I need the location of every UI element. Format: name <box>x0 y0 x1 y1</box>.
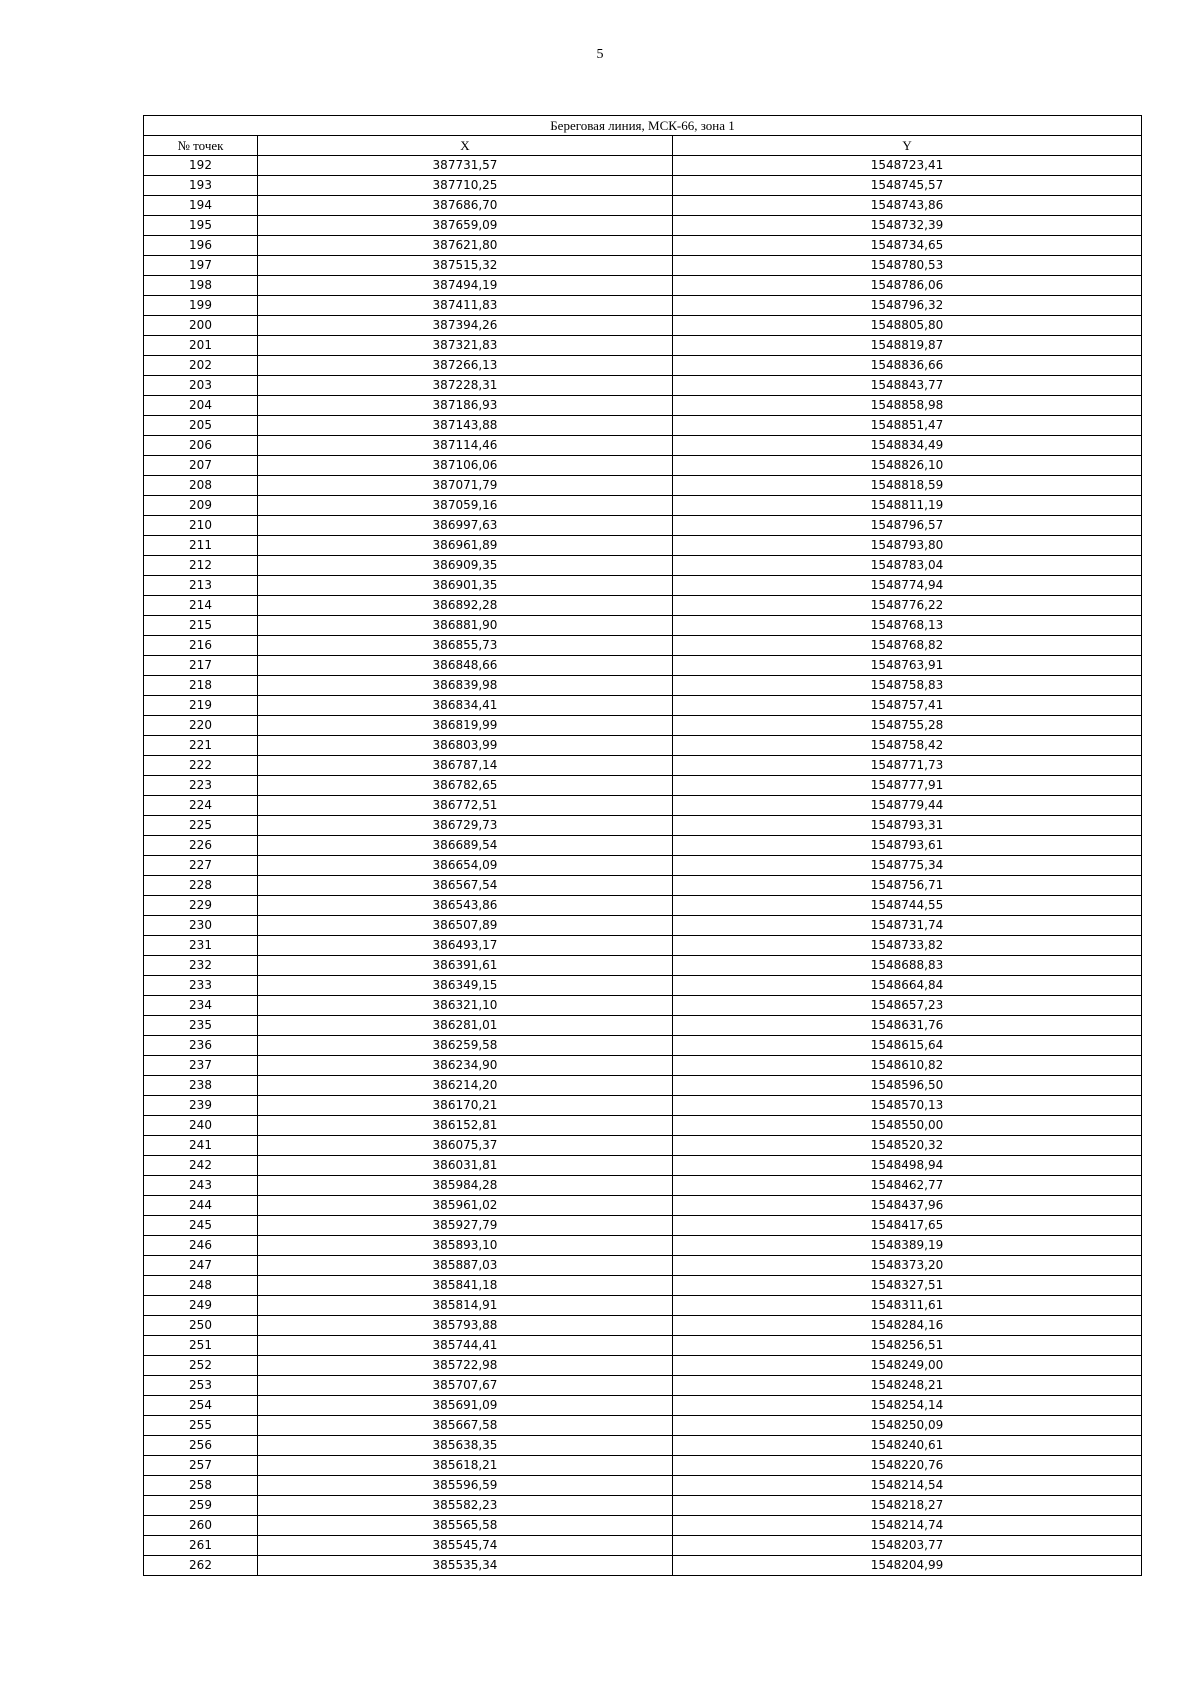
point-number-cell: 214 <box>144 596 258 616</box>
point-number-cell: 211 <box>144 536 258 556</box>
x-coordinate-cell: 387411,83 <box>258 296 673 316</box>
y-coordinate-cell: 1548745,57 <box>673 176 1142 196</box>
x-coordinate-cell: 385984,28 <box>258 1176 673 1196</box>
x-coordinate-cell: 387106,06 <box>258 456 673 476</box>
x-coordinate-cell: 386543,86 <box>258 896 673 916</box>
y-coordinate-cell: 1548768,13 <box>673 616 1142 636</box>
x-coordinate-cell: 387071,79 <box>258 476 673 496</box>
x-coordinate-cell: 387186,93 <box>258 396 673 416</box>
y-coordinate-cell: 1548851,47 <box>673 416 1142 436</box>
x-coordinate-cell: 386997,63 <box>258 516 673 536</box>
table-row <box>144 956 1142 976</box>
y-coordinate-cell: 1548596,50 <box>673 1076 1142 1096</box>
point-number-cell: 253 <box>144 1376 258 1396</box>
y-coordinate-cell: 1548756,71 <box>673 876 1142 896</box>
y-coordinate-cell: 1548793,31 <box>673 816 1142 836</box>
x-coordinate-cell: 385545,74 <box>258 1536 673 1556</box>
x-coordinate-cell: 386772,51 <box>258 796 673 816</box>
x-coordinate-cell: 386834,41 <box>258 696 673 716</box>
y-coordinate-cell: 1548204,99 <box>673 1556 1142 1576</box>
y-coordinate-cell: 1548796,57 <box>673 516 1142 536</box>
table-row <box>144 1356 1142 1376</box>
x-coordinate-cell: 386689,54 <box>258 836 673 856</box>
column-header-y: Y <box>673 136 1142 156</box>
y-coordinate-cell: 1548783,04 <box>673 556 1142 576</box>
x-coordinate-cell: 386391,61 <box>258 956 673 976</box>
y-coordinate-cell: 1548284,16 <box>673 1316 1142 1336</box>
x-coordinate-cell: 385596,59 <box>258 1476 673 1496</box>
point-number-cell: 232 <box>144 956 258 976</box>
point-number-cell: 247 <box>144 1256 258 1276</box>
point-number-cell: 256 <box>144 1436 258 1456</box>
y-coordinate-cell: 1548311,61 <box>673 1296 1142 1316</box>
point-number-cell: 259 <box>144 1496 258 1516</box>
point-number-cell: 198 <box>144 276 258 296</box>
table-row <box>144 476 1142 496</box>
table-row <box>144 1156 1142 1176</box>
x-coordinate-cell: 385961,02 <box>258 1196 673 1216</box>
y-coordinate-cell: 1548218,27 <box>673 1496 1142 1516</box>
y-coordinate-cell: 1548631,76 <box>673 1016 1142 1036</box>
y-coordinate-cell: 1548731,74 <box>673 916 1142 936</box>
table-row <box>144 1276 1142 1296</box>
x-coordinate-cell: 386839,98 <box>258 676 673 696</box>
point-number-cell: 257 <box>144 1456 258 1476</box>
table-row <box>144 276 1142 296</box>
x-coordinate-cell: 385814,91 <box>258 1296 673 1316</box>
x-coordinate-cell: 385638,35 <box>258 1436 673 1456</box>
table-row <box>144 1556 1142 1576</box>
x-coordinate-cell: 386961,89 <box>258 536 673 556</box>
point-number-cell: 260 <box>144 1516 258 1536</box>
point-number-cell: 231 <box>144 936 258 956</box>
table-row <box>144 1196 1142 1216</box>
table-row <box>144 1476 1142 1496</box>
point-number-cell: 249 <box>144 1296 258 1316</box>
table-row <box>144 976 1142 996</box>
y-coordinate-cell: 1548688,83 <box>673 956 1142 976</box>
y-coordinate-cell: 1548819,87 <box>673 336 1142 356</box>
y-coordinate-cell: 1548763,91 <box>673 656 1142 676</box>
x-coordinate-cell: 387114,46 <box>258 436 673 456</box>
table-row <box>144 856 1142 876</box>
y-coordinate-cell: 1548793,61 <box>673 836 1142 856</box>
x-coordinate-cell: 385887,03 <box>258 1256 673 1276</box>
y-coordinate-cell: 1548757,41 <box>673 696 1142 716</box>
y-coordinate-cell: 1548462,77 <box>673 1176 1142 1196</box>
y-coordinate-cell: 1548768,82 <box>673 636 1142 656</box>
table-row <box>144 396 1142 416</box>
table-row <box>144 1116 1142 1136</box>
table-row <box>144 1076 1142 1096</box>
point-number-cell: 208 <box>144 476 258 496</box>
x-coordinate-cell: 387686,70 <box>258 196 673 216</box>
table-row <box>144 1396 1142 1416</box>
x-coordinate-cell: 386901,35 <box>258 576 673 596</box>
point-number-cell: 204 <box>144 396 258 416</box>
y-coordinate-cell: 1548248,21 <box>673 1376 1142 1396</box>
table-row <box>144 596 1142 616</box>
table-row <box>144 1376 1142 1396</box>
x-coordinate-cell: 386075,37 <box>258 1136 673 1156</box>
y-coordinate-cell: 1548214,74 <box>673 1516 1142 1536</box>
point-number-cell: 227 <box>144 856 258 876</box>
table-row <box>144 1456 1142 1476</box>
table-row <box>144 1136 1142 1156</box>
x-coordinate-cell: 386729,73 <box>258 816 673 836</box>
point-number-cell: 224 <box>144 796 258 816</box>
x-coordinate-cell: 386031,81 <box>258 1156 673 1176</box>
point-number-cell: 237 <box>144 1056 258 1076</box>
x-coordinate-cell: 385744,41 <box>258 1336 673 1356</box>
point-number-cell: 250 <box>144 1316 258 1336</box>
y-coordinate-cell: 1548256,51 <box>673 1336 1142 1356</box>
y-coordinate-cell: 1548796,32 <box>673 296 1142 316</box>
y-coordinate-cell: 1548776,22 <box>673 596 1142 616</box>
table-row <box>144 696 1142 716</box>
x-coordinate-cell: 386654,09 <box>258 856 673 876</box>
y-coordinate-cell: 1548777,91 <box>673 776 1142 796</box>
table-row <box>144 836 1142 856</box>
y-coordinate-cell: 1548793,80 <box>673 536 1142 556</box>
point-number-cell: 240 <box>144 1116 258 1136</box>
point-number-cell: 255 <box>144 1416 258 1436</box>
table-row <box>144 256 1142 276</box>
point-number-cell: 244 <box>144 1196 258 1216</box>
table-row <box>144 236 1142 256</box>
table-row <box>144 356 1142 376</box>
y-coordinate-cell: 1548771,73 <box>673 756 1142 776</box>
point-number-cell: 229 <box>144 896 258 916</box>
table-row <box>144 1056 1142 1076</box>
table-row <box>144 1176 1142 1196</box>
table-row <box>144 656 1142 676</box>
x-coordinate-cell: 387321,83 <box>258 336 673 356</box>
x-coordinate-cell: 387515,32 <box>258 256 673 276</box>
point-number-cell: 223 <box>144 776 258 796</box>
point-number-cell: 217 <box>144 656 258 676</box>
point-number-cell: 252 <box>144 1356 258 1376</box>
y-coordinate-cell: 1548550,00 <box>673 1116 1142 1136</box>
x-coordinate-cell: 386234,90 <box>258 1056 673 1076</box>
point-number-cell: 212 <box>144 556 258 576</box>
x-coordinate-cell: 387731,57 <box>258 156 673 176</box>
y-coordinate-cell: 1548615,64 <box>673 1036 1142 1056</box>
column-header-x: X <box>258 136 673 156</box>
y-coordinate-cell: 1548389,19 <box>673 1236 1142 1256</box>
point-number-cell: 195 <box>144 216 258 236</box>
y-coordinate-cell: 1548520,32 <box>673 1136 1142 1156</box>
table-row <box>144 516 1142 536</box>
y-coordinate-cell: 1548373,20 <box>673 1256 1142 1276</box>
point-number-cell: 215 <box>144 616 258 636</box>
table-row <box>144 556 1142 576</box>
y-coordinate-cell: 1548723,41 <box>673 156 1142 176</box>
x-coordinate-cell: 385618,21 <box>258 1456 673 1476</box>
point-number-cell: 205 <box>144 416 258 436</box>
x-coordinate-cell: 385667,58 <box>258 1416 673 1436</box>
y-coordinate-cell: 1548203,77 <box>673 1536 1142 1556</box>
column-header-point-number: № точек <box>144 136 258 156</box>
table-row <box>144 1296 1142 1316</box>
y-coordinate-cell: 1548254,14 <box>673 1396 1142 1416</box>
table-row <box>144 896 1142 916</box>
point-number-cell: 238 <box>144 1076 258 1096</box>
table-row <box>144 536 1142 556</box>
y-coordinate-cell: 1548437,96 <box>673 1196 1142 1216</box>
y-coordinate-cell: 1548780,53 <box>673 256 1142 276</box>
y-coordinate-cell: 1548664,84 <box>673 976 1142 996</box>
x-coordinate-cell: 385841,18 <box>258 1276 673 1296</box>
point-number-cell: 258 <box>144 1476 258 1496</box>
table-row <box>144 436 1142 456</box>
y-coordinate-cell: 1548732,39 <box>673 216 1142 236</box>
x-coordinate-cell: 386803,99 <box>258 736 673 756</box>
x-coordinate-cell: 386321,10 <box>258 996 673 1016</box>
y-coordinate-cell: 1548818,59 <box>673 476 1142 496</box>
table-row <box>144 796 1142 816</box>
x-coordinate-cell: 386881,90 <box>258 616 673 636</box>
y-coordinate-cell: 1548786,06 <box>673 276 1142 296</box>
y-coordinate-cell: 1548779,44 <box>673 796 1142 816</box>
y-coordinate-cell: 1548657,23 <box>673 996 1142 1016</box>
y-coordinate-cell: 1548327,51 <box>673 1276 1142 1296</box>
x-coordinate-cell: 385927,79 <box>258 1216 673 1236</box>
point-number-cell: 193 <box>144 176 258 196</box>
y-coordinate-cell: 1548743,86 <box>673 196 1142 216</box>
point-number-cell: 219 <box>144 696 258 716</box>
point-number-cell: 194 <box>144 196 258 216</box>
y-coordinate-cell: 1548733,82 <box>673 936 1142 956</box>
y-coordinate-cell: 1548834,49 <box>673 436 1142 456</box>
point-number-cell: 243 <box>144 1176 258 1196</box>
table-header-row <box>144 136 1142 156</box>
table-row <box>144 816 1142 836</box>
x-coordinate-cell: 386259,58 <box>258 1036 673 1056</box>
table-row <box>144 576 1142 596</box>
table-row <box>144 1536 1142 1556</box>
x-coordinate-cell: 385565,58 <box>258 1516 673 1536</box>
table-row <box>144 676 1142 696</box>
y-coordinate-cell: 1548811,19 <box>673 496 1142 516</box>
point-number-cell: 246 <box>144 1236 258 1256</box>
table-row <box>144 176 1142 196</box>
x-coordinate-cell: 386909,35 <box>258 556 673 576</box>
point-number-cell: 209 <box>144 496 258 516</box>
table-body <box>144 156 1142 1576</box>
table-row <box>144 1036 1142 1056</box>
x-coordinate-cell: 385722,98 <box>258 1356 673 1376</box>
x-coordinate-cell: 385691,09 <box>258 1396 673 1416</box>
table-row <box>144 1216 1142 1236</box>
y-coordinate-cell: 1548858,98 <box>673 396 1142 416</box>
table-row <box>144 916 1142 936</box>
x-coordinate-cell: 387494,19 <box>258 276 673 296</box>
table-row <box>144 1316 1142 1336</box>
x-coordinate-cell: 387621,80 <box>258 236 673 256</box>
point-number-cell: 262 <box>144 1556 258 1576</box>
point-number-cell: 225 <box>144 816 258 836</box>
y-coordinate-cell: 1548775,34 <box>673 856 1142 876</box>
table-row <box>144 316 1142 336</box>
table-row <box>144 716 1142 736</box>
point-number-cell: 261 <box>144 1536 258 1556</box>
x-coordinate-cell: 386855,73 <box>258 636 673 656</box>
x-coordinate-cell: 385893,10 <box>258 1236 673 1256</box>
point-number-cell: 220 <box>144 716 258 736</box>
table-row <box>144 776 1142 796</box>
y-coordinate-cell: 1548570,13 <box>673 1096 1142 1116</box>
point-number-cell: 221 <box>144 736 258 756</box>
table-row <box>144 1336 1142 1356</box>
x-coordinate-cell: 386349,15 <box>258 976 673 996</box>
table-row <box>144 1516 1142 1536</box>
table-row <box>144 756 1142 776</box>
table-row <box>144 1016 1142 1036</box>
y-coordinate-cell: 1548836,66 <box>673 356 1142 376</box>
x-coordinate-cell: 386567,54 <box>258 876 673 896</box>
point-number-cell: 201 <box>144 336 258 356</box>
table-row <box>144 996 1142 1016</box>
y-coordinate-cell: 1548758,42 <box>673 736 1142 756</box>
table-row <box>144 1096 1142 1116</box>
table-row <box>144 736 1142 756</box>
x-coordinate-cell: 386214,20 <box>258 1076 673 1096</box>
point-number-cell: 230 <box>144 916 258 936</box>
x-coordinate-cell: 385582,23 <box>258 1496 673 1516</box>
x-coordinate-cell: 386892,28 <box>258 596 673 616</box>
table-row <box>144 1496 1142 1516</box>
y-coordinate-cell: 1548498,94 <box>673 1156 1142 1176</box>
table-row <box>144 196 1142 216</box>
point-number-cell: 202 <box>144 356 258 376</box>
x-coordinate-cell: 386819,99 <box>258 716 673 736</box>
table-row <box>144 336 1142 356</box>
point-number-cell: 235 <box>144 1016 258 1036</box>
table-title-row <box>144 116 1142 136</box>
page-number: 5 <box>596 47 604 62</box>
y-coordinate-cell: 1548417,65 <box>673 1216 1142 1236</box>
x-coordinate-cell: 387710,25 <box>258 176 673 196</box>
x-coordinate-cell: 386848,66 <box>258 656 673 676</box>
x-coordinate-cell: 386787,14 <box>258 756 673 776</box>
table-row <box>144 1256 1142 1276</box>
y-coordinate-cell: 1548805,80 <box>673 316 1142 336</box>
table-row <box>144 636 1142 656</box>
x-coordinate-cell: 387394,26 <box>258 316 673 336</box>
table-head <box>144 116 1142 156</box>
x-coordinate-cell: 386507,89 <box>258 916 673 936</box>
y-coordinate-cell: 1548240,61 <box>673 1436 1142 1456</box>
point-number-cell: 200 <box>144 316 258 336</box>
y-coordinate-cell: 1548610,82 <box>673 1056 1142 1076</box>
point-number-cell: 222 <box>144 756 258 776</box>
point-number-cell: 233 <box>144 976 258 996</box>
y-coordinate-cell: 1548843,77 <box>673 376 1142 396</box>
table-row <box>144 1236 1142 1256</box>
table-title: Береговая линия, МСК-66, зона 1 <box>144 116 1142 136</box>
point-number-cell: 248 <box>144 1276 258 1296</box>
point-number-cell: 226 <box>144 836 258 856</box>
point-number-cell: 228 <box>144 876 258 896</box>
table-row <box>144 496 1142 516</box>
point-number-cell: 192 <box>144 156 258 176</box>
table-row <box>144 376 1142 396</box>
x-coordinate-cell: 387143,88 <box>258 416 673 436</box>
x-coordinate-cell: 385535,34 <box>258 1556 673 1576</box>
table-row <box>144 1416 1142 1436</box>
y-coordinate-cell: 1548774,94 <box>673 576 1142 596</box>
table-row <box>144 616 1142 636</box>
point-number-cell: 242 <box>144 1156 258 1176</box>
x-coordinate-cell: 386281,01 <box>258 1016 673 1036</box>
point-number-cell: 245 <box>144 1216 258 1236</box>
y-coordinate-cell: 1548250,09 <box>673 1416 1142 1436</box>
table-row <box>144 876 1142 896</box>
point-number-cell: 206 <box>144 436 258 456</box>
x-coordinate-cell: 385793,88 <box>258 1316 673 1336</box>
table-row <box>144 456 1142 476</box>
x-coordinate-cell: 386782,65 <box>258 776 673 796</box>
y-coordinate-cell: 1548755,28 <box>673 716 1142 736</box>
x-coordinate-cell: 385707,67 <box>258 1376 673 1396</box>
x-coordinate-cell: 386152,81 <box>258 1116 673 1136</box>
point-number-cell: 239 <box>144 1096 258 1116</box>
y-coordinate-cell: 1548249,00 <box>673 1356 1142 1376</box>
x-coordinate-cell: 386493,17 <box>258 936 673 956</box>
point-number-cell: 203 <box>144 376 258 396</box>
point-number-cell: 218 <box>144 676 258 696</box>
coordinates-table <box>143 115 1142 1576</box>
point-number-cell: 199 <box>144 296 258 316</box>
y-coordinate-cell: 1548734,65 <box>673 236 1142 256</box>
point-number-cell: 236 <box>144 1036 258 1056</box>
table-row <box>144 216 1142 236</box>
x-coordinate-cell: 386170,21 <box>258 1096 673 1116</box>
y-coordinate-cell: 1548758,83 <box>673 676 1142 696</box>
y-coordinate-cell: 1548220,76 <box>673 1456 1142 1476</box>
x-coordinate-cell: 387228,31 <box>258 376 673 396</box>
y-coordinate-cell: 1548744,55 <box>673 896 1142 916</box>
point-number-cell: 241 <box>144 1136 258 1156</box>
point-number-cell: 234 <box>144 996 258 1016</box>
y-coordinate-cell: 1548826,10 <box>673 456 1142 476</box>
x-coordinate-cell: 387059,16 <box>258 496 673 516</box>
point-number-cell: 207 <box>144 456 258 476</box>
table-row <box>144 156 1142 176</box>
point-number-cell: 251 <box>144 1336 258 1356</box>
point-number-cell: 210 <box>144 516 258 536</box>
x-coordinate-cell: 387266,13 <box>258 356 673 376</box>
point-number-cell: 213 <box>144 576 258 596</box>
y-coordinate-cell: 1548214,54 <box>673 1476 1142 1496</box>
point-number-cell: 197 <box>144 256 258 276</box>
table-row <box>144 936 1142 956</box>
x-coordinate-cell: 387659,09 <box>258 216 673 236</box>
table-row <box>144 296 1142 316</box>
table-row <box>144 416 1142 436</box>
point-number-cell: 254 <box>144 1396 258 1416</box>
table-row <box>144 1436 1142 1456</box>
point-number-cell: 196 <box>144 236 258 256</box>
point-number-cell: 216 <box>144 636 258 656</box>
